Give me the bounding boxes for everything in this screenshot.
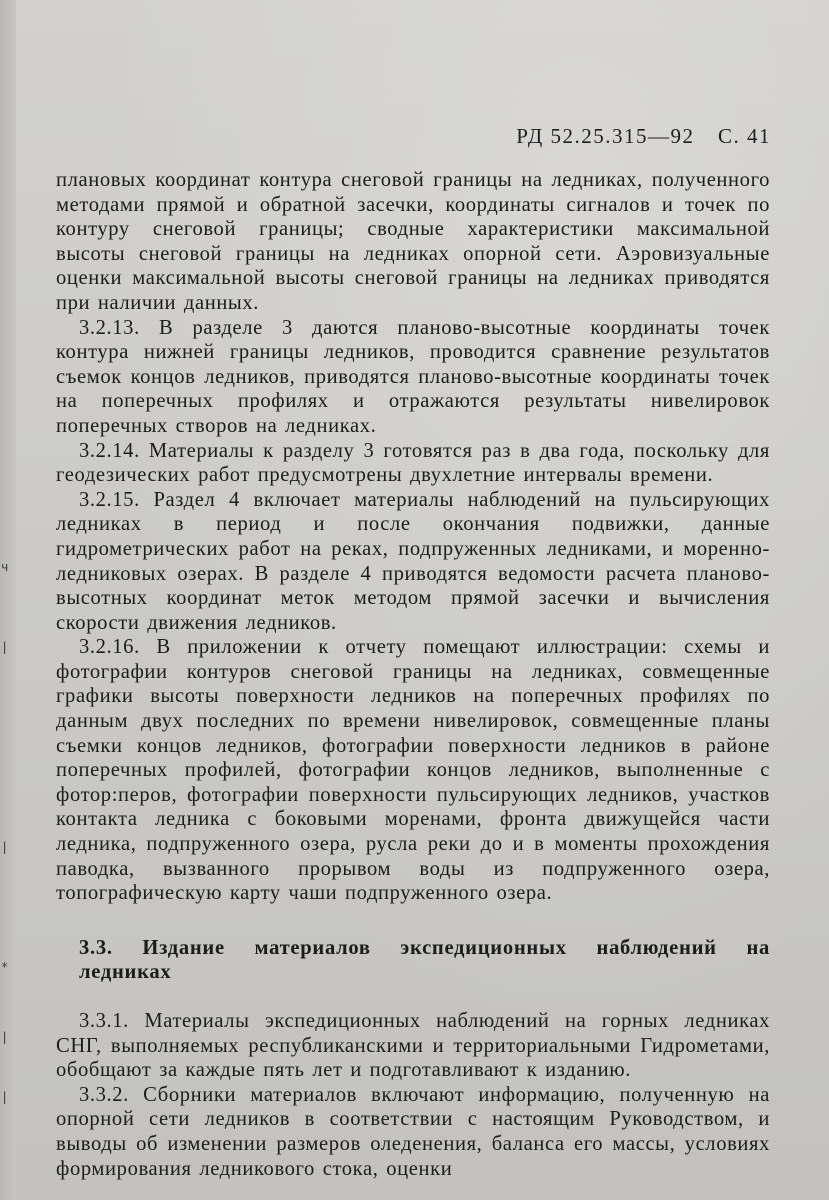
margin-mark: | bbox=[1, 640, 9, 654]
paragraph-3-3-2: 3.3.2. Сборники материалов включают информацию, полученную на опорной сети ледников в соответствии с настоящим Руководством, и выводы об изменении размеров оледенения, баланса его массы, условиях формирования ледникового стока, оценки bbox=[56, 1083, 770, 1180]
margin-mark: | bbox=[1, 840, 9, 854]
document-code: РД 52.25.315—92 bbox=[516, 124, 695, 148]
running-header bbox=[516, 124, 771, 149]
body-text bbox=[56, 168, 770, 1181]
paragraph-3-2-16: 3.2.16. В приложении к отчету помещают иллюстрации: схемы и фотографии контуров снеговой границы на ледниках, совмещенные графики высоты поверхности ледников на поперечных профилях по данным двух последних по времени нивелировок, совмещенные планы съемки концов ледников, фотографии поверхности ледников в районе поперечных профилей, фотографии концов ледников, выполненные с фотор:перов, фотографии поверхности пульсирующих ледников, участков контакта ледника с боковыми моренами, фронта движущейся части ледника, подпруженного озера, русла реки до и в моменты прохождения паводка, вызванного прорывом воды из подпруженного озера, топографическую карту чаши подпруженного озера. bbox=[56, 636, 770, 905]
paragraph-3-3-1: 3.3.1. Материалы экспедиционных наблюдений на горных ледниках СНГ, выполняемых республиканскими и территориальными Гидрометами, обобщают за каждые пять лет и подготавливают к изданию. bbox=[56, 1010, 770, 1082]
section-heading-3-3: 3.3. Издание материалов экспедиционных наблюдений на ледниках bbox=[79, 936, 770, 984]
paragraph-3-2-15: 3.2.15. Раздел 4 включает материалы наблюдений на пульсирующих ледниках в период и после окончания подвижки, данные гидрометрических работ на реках, подпруженных ледниками, и моренно-ледниковых озерах. В разделе 4 приводятся ведомости расчета планово-высотных координат меток методом прямой засечки и вычисления скорости движения ледников. bbox=[56, 488, 770, 634]
binding-gutter bbox=[0, 0, 16, 1200]
margin-mark: ч bbox=[1, 560, 9, 574]
paragraph-3-2-13: 3.2.13. В разделе 3 даются планово-высотные координаты точек контура нижней границы ледников, проводится сравнение результатов съемок концов ледников, приводятся планово-высотные координаты точек на поперечных профилях и отражаются результаты нивелировок поперечных створов на ледниках. bbox=[56, 316, 770, 437]
paragraph-continued: плановых координат контура снеговой границы на ледниках, полученного методами прямой и обратной засечки, координаты сигналов и точек по контуру снеговой границы; сводные характеристики максимальной высоты снеговой границы на ледниках опорной сети. Аэровизуальные оценки максимальной высоты снеговой границы на ледниках приводятся при наличии данных. bbox=[56, 169, 770, 314]
paragraph-3-2-14: 3.2.14. Материалы к разделу 3 готовятся раз в два года, поскольку для геодезических работ предусмотрены двухлетние интервалы времени. bbox=[56, 439, 770, 487]
page-number: С. 41 bbox=[717, 124, 771, 148]
margin-mark: | bbox=[1, 1030, 9, 1044]
margin-mark: * bbox=[1, 960, 9, 974]
margin-mark: | bbox=[1, 1090, 9, 1104]
